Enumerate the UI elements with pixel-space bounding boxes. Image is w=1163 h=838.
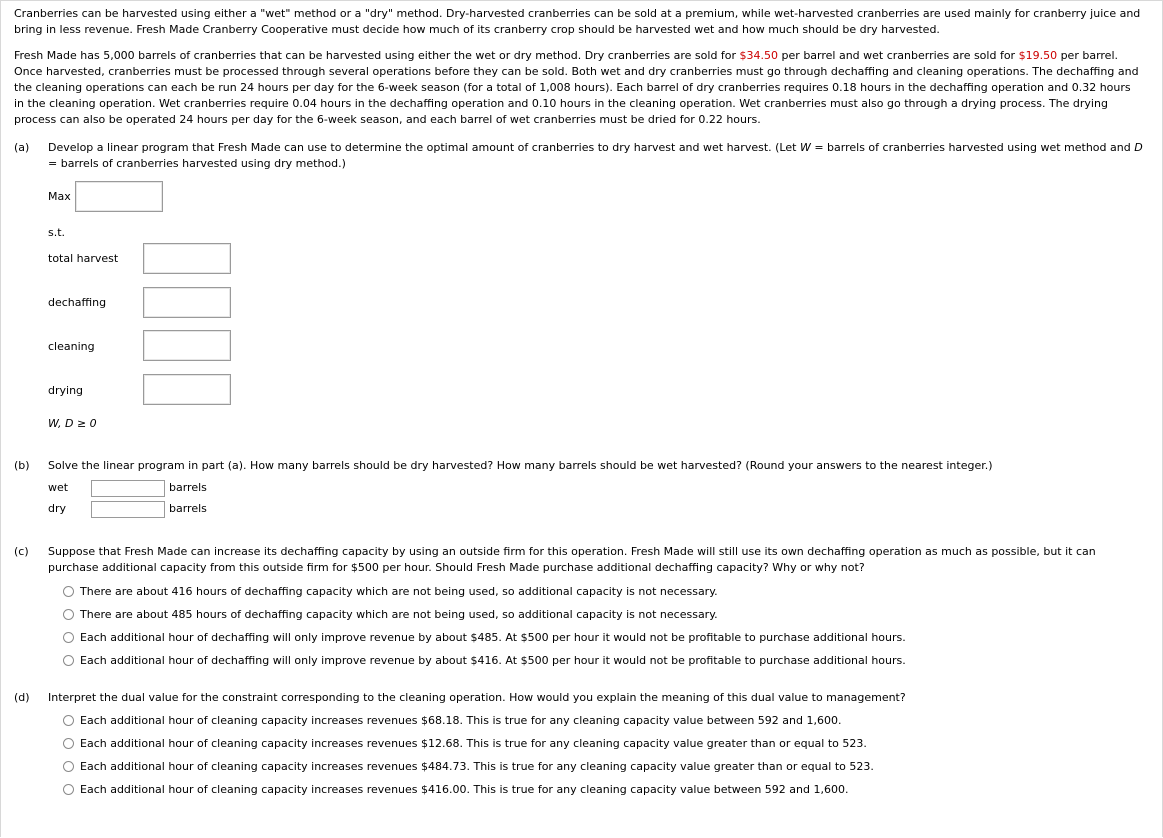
- part-c-option-1[interactable]: [63, 583, 718, 599]
- drying-input[interactable]: [143, 374, 231, 405]
- part-d-option-4[interactable]: [63, 781, 848, 797]
- intro-text-a: Fresh Made has 5,000 barrels of cranberries that can be harvested using either the wet or dry method. Dry cranberries are sold for: [14, 49, 740, 62]
- part-d-option-3[interactable]: [63, 758, 874, 774]
- dry-unit: barrels: [169, 502, 207, 515]
- radio-icon[interactable]: [63, 715, 74, 726]
- option-text: Each additional hour of cleaning capacity increases revenues $484.73. This is true for any cleaning capacity value greater than or equal to 523.: [80, 759, 874, 773]
- wet-label: wet: [48, 481, 69, 494]
- dry-label: dry: [48, 502, 67, 515]
- part-c-question: Suppose that Fresh Made can increase its dechaffing capacity by using an outside firm for this operation. Fresh Made will still use its own dechaffing operation as much as possible, but it can purchase additional capacity from this outside firm for $500 per hour. Should Fresh Made purchase additional dechaffing capacity? Why or why not?: [48, 545, 1096, 574]
- option-text: There are about 416 hours of dechaffing capacity which are not being used, so additional capacity is not necessary.: [80, 584, 718, 598]
- radio-icon[interactable]: [63, 761, 74, 772]
- option-text: Each additional hour of cleaning capacity increases revenues $416.00. This is true for any cleaning capacity value between 592 and 1,600.: [80, 782, 849, 796]
- intro-text-c: per barrel. Once harvested, cranberries must be processed through several operations before they can be sold. Both wet and dry cranberries must go through dechaffing and cleaning operations. The dechaffing and the cleaning operations can each be run 24 hours per day for the 6-week season (for a total of 1,008 hours). Each barrel of dry cranberries requires 0.18 hours in the dechaffing operation and 0.32 hours in the cleaning operation. Wet cranberries require 0.04 hours in the dechaffing operation and 0.10 hours in the cleaning operation. Wet cranberries must also go through a drying process. The drying process can also be operated 24 hours per day for the 6-week season, and each barrel of wet cranberries must be dried for 0.22 hours.: [14, 49, 1139, 126]
- part-c-option-4[interactable]: [63, 652, 906, 668]
- radio-icon[interactable]: [63, 655, 74, 666]
- constraint-label-total-harvest: total harvest: [48, 252, 119, 265]
- radio-icon[interactable]: [63, 784, 74, 795]
- wet-price: $19.50: [1018, 49, 1058, 62]
- option-text: Each additional hour of cleaning capacity increases revenues $68.18. This is true for any cleaning capacity value between 592 and 1,600.: [80, 713, 842, 727]
- radio-icon[interactable]: [63, 609, 74, 620]
- objective-input[interactable]: [75, 181, 163, 212]
- part-a-text-2: = barrels of cranberries harvested using wet method and: [810, 141, 1135, 154]
- part-d-question: Interpret the dual value for the constraint corresponding to the cleaning operation. How would you explain the meaning of this dual value to management?: [48, 691, 906, 704]
- constraint-label-cleaning: cleaning: [48, 340, 95, 353]
- st-label: s.t.: [48, 226, 66, 239]
- nonnegativity-constraint: W, D ≥ 0: [48, 417, 97, 430]
- intro-paragraph-1: Cranberries can be harvested using either a "wet" method or a "dry" method. Dry-harvested cranberries can be sold at a premium, while wet-harvested cranberries are used mainly for cranberry juice and bring in less revenue. Fresh Made Cranberry Cooperative must decide how much of its cranberry crop should be harvested wet and how much should be dry harvested.: [14, 7, 1141, 36]
- part-a-text-1: Develop a linear program that Fresh Made can use to determine the optimal amount of cranberries to dry harvest and wet harvest. (Let: [48, 141, 800, 154]
- option-text: Each additional hour of dechaffing will only improve revenue by about $416. At $500 per hour it would not be profitable to purchase additional hours.: [80, 653, 906, 667]
- max-label: Max: [48, 190, 71, 203]
- part-b-question: Solve the linear program in part (a). How many barrels should be dry harvested? How many barrels should be wet harvested? (Round your answers to the nearest integer.): [48, 459, 993, 472]
- radio-icon[interactable]: [63, 632, 74, 643]
- part-d-option-1[interactable]: [63, 712, 841, 728]
- constraint-label-dechaffing: dechaffing: [48, 296, 107, 309]
- part-d-option-2[interactable]: [63, 735, 867, 751]
- part-a-label: (a): [14, 141, 30, 154]
- dry-price: $34.50: [739, 49, 779, 62]
- var-d: D: [1134, 141, 1143, 154]
- dry-barrels-input[interactable]: [91, 501, 165, 518]
- intro-paragraph-2: [14, 48, 1144, 128]
- cleaning-input[interactable]: [143, 330, 231, 361]
- part-c-option-2[interactable]: [63, 606, 718, 622]
- part-a-question: [48, 140, 1148, 172]
- option-text: Each additional hour of cleaning capacity increases revenues $12.68. This is true for any cleaning capacity value greater than or equal to 523.: [80, 736, 867, 750]
- part-b-label: (b): [14, 459, 30, 472]
- radio-icon[interactable]: [63, 738, 74, 749]
- part-a-text-3: = barrels of cranberries harvested using dry method.): [48, 157, 346, 170]
- var-w: W: [799, 141, 811, 154]
- wet-barrels-input[interactable]: [91, 480, 165, 497]
- total-harvest-input[interactable]: [143, 243, 231, 274]
- part-c-option-3[interactable]: [63, 629, 906, 645]
- option-text: There are about 485 hours of dechaffing capacity which are not being used, so additional capacity is not necessary.: [80, 607, 718, 621]
- radio-icon[interactable]: [63, 586, 74, 597]
- option-text: Each additional hour of dechaffing will only improve revenue by about $485. At $500 per hour it would not be profitable to purchase additional hours.: [80, 630, 906, 644]
- dechaffing-input[interactable]: [143, 287, 231, 318]
- wet-unit: barrels: [169, 481, 207, 494]
- constraint-label-drying: drying: [48, 384, 84, 397]
- part-d-label: (d): [14, 691, 30, 704]
- part-c-label: (c): [14, 545, 29, 558]
- intro-text-b: per barrel and wet cranberries are sold for: [778, 49, 1019, 62]
